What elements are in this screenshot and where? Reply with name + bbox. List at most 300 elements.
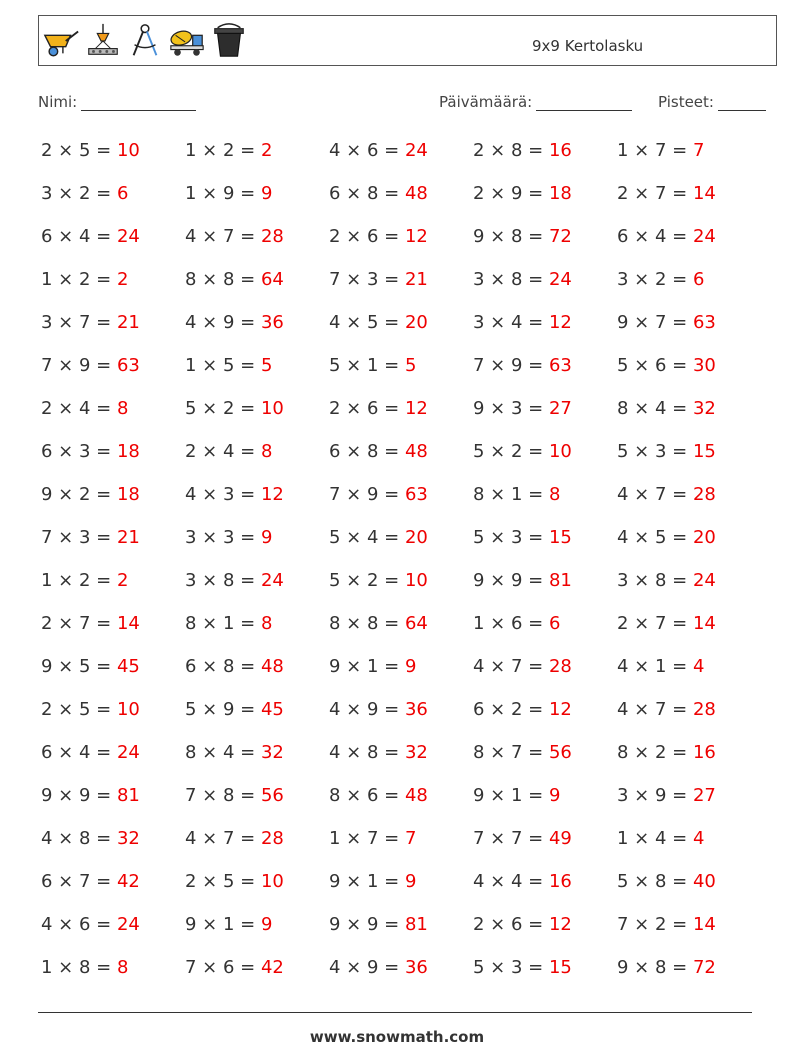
header-icons <box>42 21 248 61</box>
problem-question: 4 × 7 = <box>617 699 693 720</box>
problem-answer: 36 <box>260 312 284 333</box>
problem-answer: 36 <box>404 957 428 978</box>
problem-question: 7 × 7 = <box>473 828 549 849</box>
problem-item <box>617 699 716 720</box>
footer-divider <box>38 1012 752 1013</box>
problem-item <box>329 312 428 333</box>
problem-answer: 24 <box>548 269 572 290</box>
problem-item <box>329 785 428 806</box>
problem-question: 9 × 2 = <box>41 484 117 505</box>
problem-item <box>473 441 572 462</box>
problem-question: 2 × 5 = <box>41 699 117 720</box>
problem-question: 3 × 2 = <box>41 183 117 204</box>
problem-item <box>473 785 560 806</box>
problem-question: 4 × 7 = <box>617 484 693 505</box>
score-label: Pisteet: <box>658 93 714 111</box>
problem-item <box>41 398 128 419</box>
problem-question: 4 × 4 = <box>473 871 549 892</box>
compass-tool-icon <box>126 21 164 61</box>
problem-question: 7 × 9 = <box>41 355 117 376</box>
problem-answer: 10 <box>260 398 284 419</box>
problem-answer: 42 <box>260 957 284 978</box>
problem-item <box>41 355 140 376</box>
problem-answer: 12 <box>260 484 284 505</box>
problem-question: 5 × 9 = <box>185 699 261 720</box>
problem-item <box>617 656 704 677</box>
problem-question: 4 × 7 = <box>185 828 261 849</box>
concrete-mixer-truck-icon <box>168 21 206 61</box>
problem-question: 9 × 7 = <box>617 312 693 333</box>
problem-question: 4 × 5 = <box>329 312 405 333</box>
problem-item <box>41 226 140 247</box>
problem-answer: 42 <box>116 871 140 892</box>
problem-item <box>329 656 416 677</box>
problem-item <box>329 914 428 935</box>
problem-item <box>329 699 428 720</box>
problem-answer: 5 <box>404 355 417 376</box>
problem-answer: 20 <box>404 312 428 333</box>
problem-question: 7 × 8 = <box>185 785 261 806</box>
problem-question: 4 × 7 = <box>473 656 549 677</box>
problem-answer: 10 <box>116 140 140 161</box>
problem-item <box>329 613 428 634</box>
bucket-icon <box>210 21 248 61</box>
problem-answer: 63 <box>404 484 428 505</box>
problem-answer: 20 <box>404 527 428 548</box>
problem-item <box>329 441 428 462</box>
problem-question: 5 × 2 = <box>329 570 405 591</box>
problem-item <box>185 312 284 333</box>
problem-question: 1 × 2 = <box>185 140 261 161</box>
date-label: Päivämäärä: <box>439 93 533 111</box>
problem-answer: 40 <box>692 871 716 892</box>
problem-answer: 32 <box>260 742 284 763</box>
problem-item <box>41 914 140 935</box>
problem-item <box>329 742 428 763</box>
problem-item <box>185 656 284 677</box>
problem-question: 2 × 7 = <box>41 613 117 634</box>
problem-answer: 10 <box>404 570 428 591</box>
problem-answer: 24 <box>692 570 716 591</box>
problem-item <box>473 828 572 849</box>
problem-item <box>41 699 140 720</box>
problem-answer: 7 <box>692 140 705 161</box>
problem-item <box>329 226 428 247</box>
problem-question: 2 × 9 = <box>473 183 549 204</box>
problem-question: 8 × 6 = <box>329 785 405 806</box>
problem-answer: 28 <box>260 828 284 849</box>
problem-question: 3 × 8 = <box>617 570 693 591</box>
problem-question: 6 × 7 = <box>41 871 117 892</box>
problem-answer: 10 <box>548 441 572 462</box>
problem-answer: 12 <box>404 226 428 247</box>
problem-question: 5 × 3 = <box>473 957 549 978</box>
problem-question: 6 × 8 = <box>329 183 405 204</box>
problem-answer: 72 <box>692 957 716 978</box>
problem-item <box>185 785 284 806</box>
footer-url: www.snowmath.com <box>309 1028 485 1046</box>
problem-question: 5 × 1 = <box>329 355 405 376</box>
problem-item <box>617 441 716 462</box>
problem-item <box>617 828 704 849</box>
problem-answer: 81 <box>548 570 572 591</box>
problem-item <box>41 742 140 763</box>
problem-answer: 9 <box>260 183 273 204</box>
problem-question: 9 × 3 = <box>473 398 549 419</box>
problem-answer: 20 <box>692 527 716 548</box>
problem-item <box>329 183 428 204</box>
problem-item <box>185 828 284 849</box>
problem-item <box>329 957 428 978</box>
problem-question: 5 × 4 = <box>329 527 405 548</box>
problem-item <box>617 183 716 204</box>
problem-question: 2 × 4 = <box>41 398 117 419</box>
problem-answer: 56 <box>548 742 572 763</box>
problem-answer: 63 <box>692 312 716 333</box>
problem-item <box>41 957 128 978</box>
problem-question: 1 × 9 = <box>185 183 261 204</box>
problem-answer: 15 <box>548 957 572 978</box>
problem-item <box>185 226 284 247</box>
problem-question: 4 × 1 = <box>617 656 693 677</box>
problem-item <box>185 742 284 763</box>
problem-item <box>473 355 572 376</box>
problem-question: 8 × 4 = <box>617 398 693 419</box>
problem-item <box>617 140 704 161</box>
problem-question: 1 × 5 = <box>185 355 261 376</box>
problem-answer: 32 <box>404 742 428 763</box>
problem-item <box>329 570 428 591</box>
problem-item <box>617 312 716 333</box>
problem-answer: 12 <box>548 312 572 333</box>
problem-question: 1 × 7 = <box>617 140 693 161</box>
problem-item <box>185 914 272 935</box>
problem-question: 4 × 7 = <box>185 226 261 247</box>
problem-question: 9 × 9 = <box>473 570 549 591</box>
problem-question: 3 × 8 = <box>185 570 261 591</box>
problem-item <box>617 785 716 806</box>
problem-question: 5 × 2 = <box>185 398 261 419</box>
problem-item <box>473 957 572 978</box>
problem-question: 4 × 9 = <box>329 957 405 978</box>
problem-question: 4 × 3 = <box>185 484 261 505</box>
problem-answer: 21 <box>116 312 140 333</box>
problem-answer: 30 <box>692 355 716 376</box>
problem-answer: 72 <box>548 226 572 247</box>
problem-answer: 24 <box>116 742 140 763</box>
date-field <box>439 93 632 111</box>
problem-item <box>329 355 416 376</box>
problem-answer: 48 <box>260 656 284 677</box>
problem-answer: 9 <box>548 785 561 806</box>
problem-question: 7 × 9 = <box>473 355 549 376</box>
problem-answer: 49 <box>548 828 572 849</box>
problem-question: 1 × 4 = <box>617 828 693 849</box>
problem-question: 5 × 3 = <box>617 441 693 462</box>
problem-question: 8 × 8 = <box>185 269 261 290</box>
problem-item <box>473 570 572 591</box>
problem-answer: 48 <box>404 441 428 462</box>
problem-answer: 63 <box>548 355 572 376</box>
problem-answer: 8 <box>116 957 129 978</box>
problem-answer: 9 <box>404 656 417 677</box>
problem-question: 7 × 6 = <box>185 957 261 978</box>
problem-question: 6 × 8 = <box>185 656 261 677</box>
name-blank <box>81 109 196 111</box>
problem-item <box>617 957 716 978</box>
problem-question: 2 × 6 = <box>329 226 405 247</box>
problem-question: 3 × 8 = <box>473 269 549 290</box>
problem-answer: 7 <box>404 828 417 849</box>
problem-answer: 45 <box>260 699 284 720</box>
problem-answer: 6 <box>692 269 705 290</box>
problem-answer: 18 <box>116 441 140 462</box>
problem-answer: 14 <box>116 613 140 634</box>
problem-answer: 8 <box>260 613 273 634</box>
problem-question: 4 × 6 = <box>329 140 405 161</box>
problem-item <box>185 269 284 290</box>
problem-answer: 16 <box>548 140 572 161</box>
problem-item <box>41 441 140 462</box>
problem-answer: 24 <box>692 226 716 247</box>
problem-answer: 14 <box>692 613 716 634</box>
problem-item <box>473 398 572 419</box>
problem-item <box>473 183 572 204</box>
problem-item <box>617 226 716 247</box>
problem-answer: 21 <box>116 527 140 548</box>
problem-item <box>41 871 140 892</box>
problem-answer: 18 <box>116 484 140 505</box>
problem-answer: 8 <box>116 398 129 419</box>
problem-item <box>185 183 272 204</box>
problem-item <box>473 699 572 720</box>
problem-question: 2 × 8 = <box>473 140 549 161</box>
name-label: Nimi: <box>38 93 78 111</box>
problem-answer: 12 <box>548 914 572 935</box>
problem-item <box>41 785 140 806</box>
problem-question: 8 × 8 = <box>329 613 405 634</box>
problem-question: 9 × 9 = <box>41 785 117 806</box>
problem-answer: 4 <box>692 828 705 849</box>
problem-item <box>41 312 140 333</box>
score-field <box>658 93 766 111</box>
problem-answer: 18 <box>548 183 572 204</box>
problem-question: 2 × 5 = <box>41 140 117 161</box>
name-field <box>38 93 196 111</box>
problem-answer: 28 <box>548 656 572 677</box>
problem-item <box>185 527 272 548</box>
problem-answer: 48 <box>404 785 428 806</box>
problem-question: 9 × 8 = <box>473 226 549 247</box>
worksheet-title: 9x9 Kertolasku <box>532 37 644 55</box>
problem-item <box>617 269 704 290</box>
problem-question: 7 × 3 = <box>329 269 405 290</box>
problem-answer: 24 <box>116 914 140 935</box>
problem-answer: 2 <box>260 140 273 161</box>
problem-question: 9 × 1 = <box>329 656 405 677</box>
problem-item <box>617 742 716 763</box>
problem-question: 8 × 7 = <box>473 742 549 763</box>
problem-item <box>185 398 284 419</box>
problem-item <box>185 957 284 978</box>
problem-answer: 56 <box>260 785 284 806</box>
problem-answer: 28 <box>692 484 716 505</box>
problem-item <box>473 312 572 333</box>
problem-question: 3 × 2 = <box>617 269 693 290</box>
score-blank <box>718 109 766 111</box>
problem-item <box>473 269 572 290</box>
problem-question: 9 × 5 = <box>41 656 117 677</box>
problem-item <box>617 398 716 419</box>
problem-question: 1 × 7 = <box>329 828 405 849</box>
problem-answer: 8 <box>548 484 561 505</box>
problem-item <box>41 183 128 204</box>
problem-question: 7 × 2 = <box>617 914 693 935</box>
problem-answer: 9 <box>404 871 417 892</box>
problem-question: 7 × 3 = <box>41 527 117 548</box>
problem-answer: 27 <box>548 398 572 419</box>
problem-question: 8 × 1 = <box>185 613 261 634</box>
problem-item <box>185 570 284 591</box>
problem-answer: 21 <box>404 269 428 290</box>
problem-answer: 9 <box>260 914 273 935</box>
problem-answer: 4 <box>692 656 705 677</box>
problem-answer: 10 <box>116 699 140 720</box>
problem-item <box>185 699 284 720</box>
problem-item <box>185 871 284 892</box>
problem-item <box>473 226 572 247</box>
problem-answer: 32 <box>692 398 716 419</box>
problem-item <box>617 527 716 548</box>
problem-answer: 27 <box>692 785 716 806</box>
problem-answer: 81 <box>404 914 428 935</box>
problem-item <box>473 527 572 548</box>
problem-item <box>617 914 716 935</box>
problem-item <box>617 613 716 634</box>
problem-answer: 2 <box>116 570 129 591</box>
problem-question: 6 × 4 = <box>617 226 693 247</box>
worksheet-header <box>38 15 777 66</box>
problem-answer: 24 <box>404 140 428 161</box>
wheelbarrow-icon <box>42 21 80 61</box>
problem-question: 2 × 4 = <box>185 441 261 462</box>
problem-item <box>473 140 572 161</box>
problem-question: 2 × 7 = <box>617 183 693 204</box>
problem-answer: 36 <box>404 699 428 720</box>
problem-item <box>473 871 572 892</box>
problem-question: 6 × 4 = <box>41 226 117 247</box>
problem-item <box>473 613 560 634</box>
problem-answer: 24 <box>116 226 140 247</box>
problem-question: 9 × 8 = <box>617 957 693 978</box>
problem-question: 1 × 6 = <box>473 613 549 634</box>
problem-item <box>41 570 128 591</box>
problem-item <box>617 484 716 505</box>
problem-question: 9 × 1 = <box>185 914 261 935</box>
problem-question: 9 × 9 = <box>329 914 405 935</box>
problem-question: 3 × 7 = <box>41 312 117 333</box>
problem-question: 5 × 2 = <box>473 441 549 462</box>
problem-question: 6 × 4 = <box>41 742 117 763</box>
problem-question: 6 × 8 = <box>329 441 405 462</box>
problem-question: 2 × 6 = <box>473 914 549 935</box>
problem-item <box>185 355 272 376</box>
problem-question: 5 × 6 = <box>617 355 693 376</box>
problem-answer: 6 <box>548 613 561 634</box>
problem-item <box>473 914 572 935</box>
problem-question: 3 × 9 = <box>617 785 693 806</box>
problem-answer: 16 <box>548 871 572 892</box>
problem-question: 8 × 2 = <box>617 742 693 763</box>
problem-answer: 81 <box>116 785 140 806</box>
problem-question: 7 × 9 = <box>329 484 405 505</box>
problem-question: 5 × 8 = <box>617 871 693 892</box>
problem-question: 4 × 9 = <box>329 699 405 720</box>
problem-answer: 14 <box>692 183 716 204</box>
problem-item <box>329 871 416 892</box>
problem-question: 8 × 4 = <box>185 742 261 763</box>
problem-answer: 48 <box>404 183 428 204</box>
problem-question: 4 × 6 = <box>41 914 117 935</box>
problem-question: 9 × 1 = <box>473 785 549 806</box>
problem-answer: 5 <box>260 355 273 376</box>
problem-item <box>185 140 272 161</box>
problem-question: 2 × 7 = <box>617 613 693 634</box>
problem-answer: 32 <box>116 828 140 849</box>
problem-item <box>185 484 284 505</box>
problem-question: 3 × 3 = <box>185 527 261 548</box>
problem-answer: 64 <box>404 613 428 634</box>
problem-answer: 15 <box>548 527 572 548</box>
problem-question: 4 × 5 = <box>617 527 693 548</box>
problem-item <box>329 398 428 419</box>
problem-question: 1 × 2 = <box>41 269 117 290</box>
problem-item <box>41 527 140 548</box>
problem-answer: 2 <box>116 269 129 290</box>
problem-question: 3 × 4 = <box>473 312 549 333</box>
crane-hook-icon <box>84 21 122 61</box>
problem-item <box>41 269 128 290</box>
problem-item <box>617 570 716 591</box>
problem-item <box>329 527 428 548</box>
problem-question: 5 × 3 = <box>473 527 549 548</box>
problem-item <box>329 484 428 505</box>
problem-item <box>41 484 140 505</box>
problem-item <box>41 140 140 161</box>
problem-answer: 6 <box>116 183 129 204</box>
problem-item <box>329 828 416 849</box>
problem-question: 4 × 9 = <box>185 312 261 333</box>
problem-answer: 24 <box>260 570 284 591</box>
problem-answer: 14 <box>692 914 716 935</box>
problem-answer: 9 <box>260 527 273 548</box>
problem-answer: 12 <box>548 699 572 720</box>
problem-question: 9 × 1 = <box>329 871 405 892</box>
problem-question: 6 × 2 = <box>473 699 549 720</box>
problem-question: 4 × 8 = <box>329 742 405 763</box>
problem-answer: 28 <box>692 699 716 720</box>
problem-item <box>617 355 716 376</box>
problem-item <box>617 871 716 892</box>
problem-question: 2 × 5 = <box>185 871 261 892</box>
problem-item <box>473 742 572 763</box>
problem-answer: 16 <box>692 742 716 763</box>
date-blank <box>536 109 632 111</box>
problem-question: 8 × 1 = <box>473 484 549 505</box>
problem-answer: 10 <box>260 871 284 892</box>
problem-question: 2 × 6 = <box>329 398 405 419</box>
problem-answer: 15 <box>692 441 716 462</box>
